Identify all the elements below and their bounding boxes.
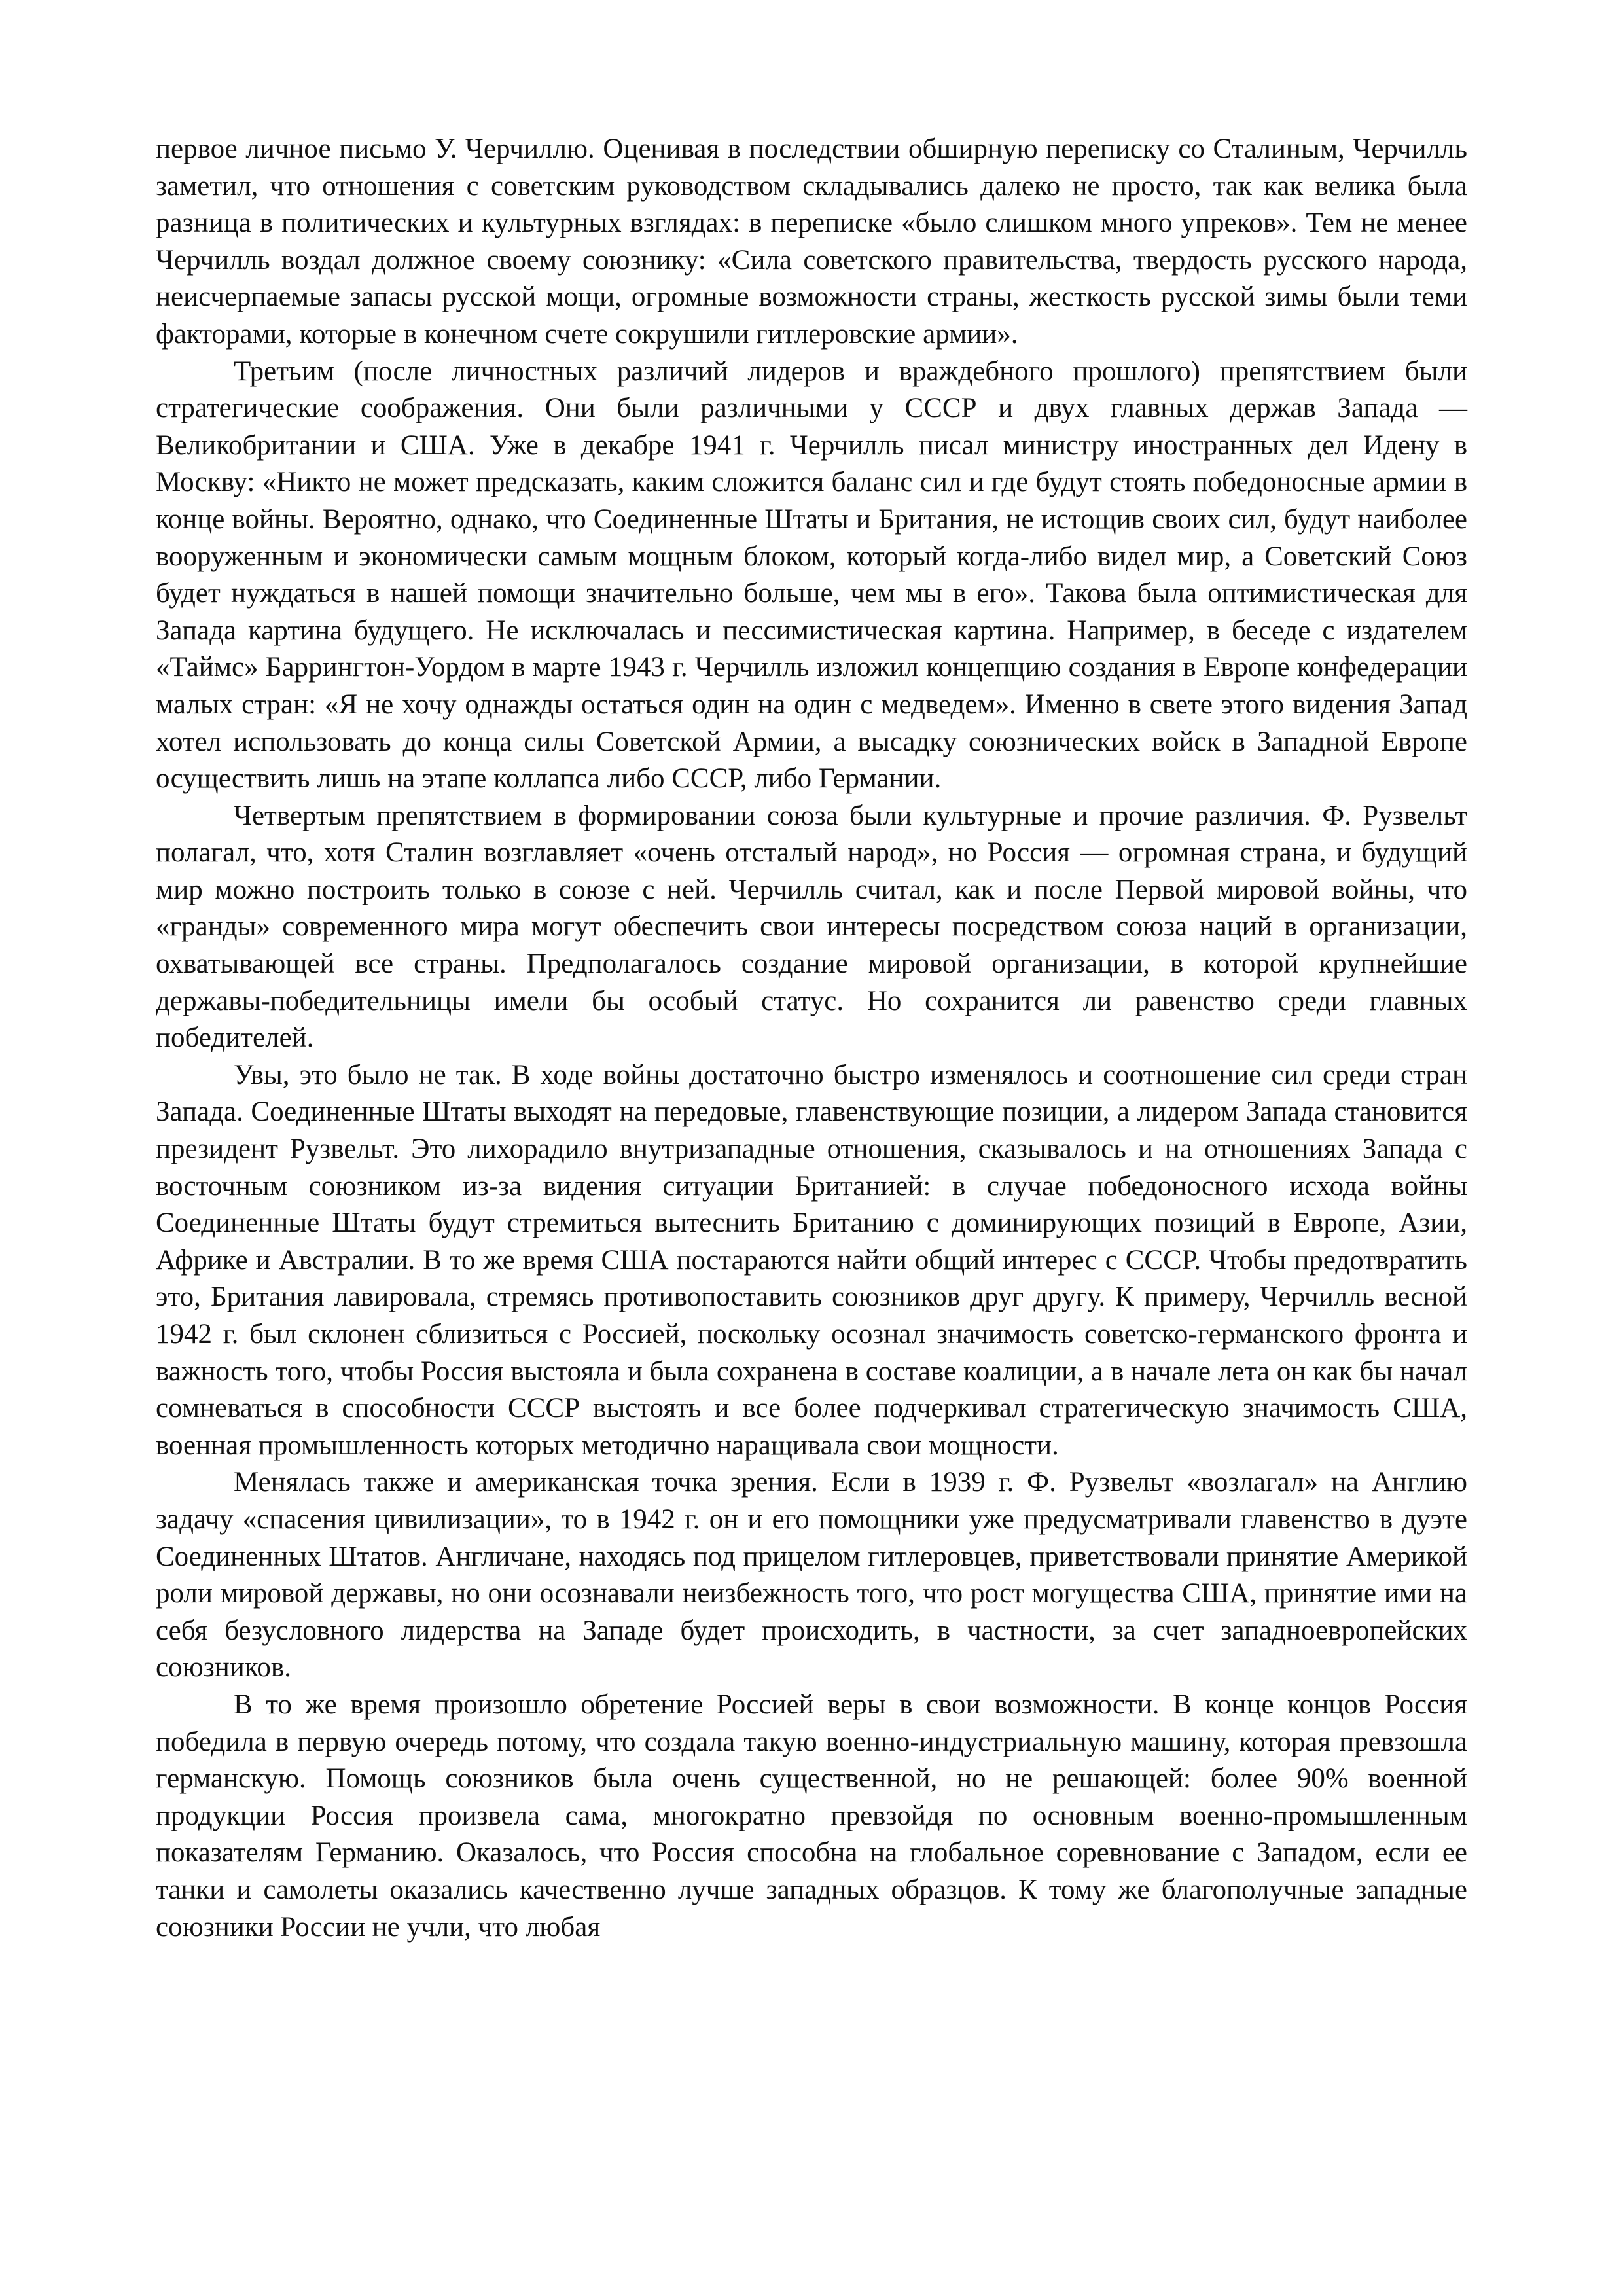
- paragraph-6: В то же время произошло обретение Россией веры в свои возможности. В конце концов Россия победила в первую очередь потому, что создала такую военно-индустриальную машину, которая превзошла германскую. Помощь союзников была очень существенной, но не решающей: более 90% военной продукции Россия произвела сама, многократно превзойдя по основным военно-промышленным показателям Германию. Оказалось, что Россия способна на глобальное соревнование с Западом, если ее танки и самолеты оказались качественно лучше западных образцов. К тому же благополучные западные союзники России не учли, что любая: [156, 1689, 1467, 1943]
- paragraph-2: Третьим (после личностных различий лидеров и враждебного прошлого) препятствием были стратегические соображения. Они были различными у СССР и двух главных держав Запада — Великобритании и США. Уже в декабре 1941 г. Черчилль писал министру иностранных дел Идену в Москву: «Никто не может предсказать, каким сложится баланс сил и где будут стоять победоносные армии в конце войны. Вероятно, однако, что Соединенные Штаты и Британия, не истощив своих сил, будут наиболее вооруженным и экономически самым мощным блоком, который когда-либо видел мир, а Советский Союз будет нуждаться в нашей помощи значительно больше, чем мы в его». Такова была оптимистическая для Запада картина будущего. Не исключалась и пессимистическая картина. Например, в беседе с издателем «Таймс» Баррингтон-Уордом в марте 1943 г. Черчилль изложил концепцию создания в Европе конфедерации малых стран: «Я не хочу однажды остаться один на один с медведем». Именно в свете этого видения Запад хотел использовать до конца силы Советской Армии, а высадку союзнических войск в Западной Европе осуществить лишь на этапе коллапса либо СССР, либо Германии.: [156, 355, 1467, 795]
- paragraph-3: Четвертым препятствием в формировании союза были культурные и прочие различия. Ф. Рузвельт полагал, что, хотя Сталин возглавляет «очень отсталый народ», но Россия — огромная страна, и будущий мир можно построить только в союзе с ней. Черчилль считал, как и после Первой мировой войны, что «гранды» современного мира могут обеспечить свои интересы посредством союза наций в организации, охватывающей все страны. Предполагалось создание мировой организации, в которой крупнейшие державы-победительницы имели бы особый статус. Но сохранится ли равенство среди главных победителей.: [156, 800, 1467, 1054]
- paragraph-1: первое личное письмо У. Черчиллю. Оценивая в последствии обширную переписку со Сталиным, Черчилль заметил, что отношения с советским руководством складывались далеко не просто, так как велика была разница в политических и культурных взглядах: в переписке «было слишком много упреков». Тем не менее Черчилль воздал должное своему союзнику: «Сила советского правительства, твердость русского народа, неисчерпаемые запасы русской мощи, огромные возможности страны, жесткость русской зимы были теми факторами, которые в конечном счете сокрушили гитлеровские армии».: [156, 134, 1467, 350]
- paragraph-4: Увы, это было не так. В ходе войны достаточно быстро изменялось и соотношение сил среди стран Запада. Соединенные Штаты выходят на передовые, главенствующие позиции, а лидером Запада становится президент Рузвельт. Это лихорадило внутризападные отношения, сказывалось и на отношениях Запада с восточным союзником из-за видения ситуации Британией: в случае победоносного исхода войны Соединенные Штаты будут стремиться вытеснить Британию с доминирующих позиций в Европе, Азии, Африке и Австралии. В то же время США постараются найти общий интерес с СССР. Чтобы предотвратить это, Британия лавировала, стремясь противопоставить союзников друг другу. К примеру, Черчилль весной 1942 г. был склонен сблизиться с Россией, поскольку осознал значимость советско-германского фронта и важность того, чтобы Россия выстояла и была сохранена в составе коалиции, а в начале лета он как бы начал сомневаться в способности СССР выстоять и все более подчеркивал стратегическую значимость США, военная промышленность которых методично наращивала свои мощности.: [156, 1059, 1467, 1461]
- document-page: [156, 131, 1467, 1946]
- paragraph-5: Менялась также и американская точка зрения. Если в 1939 г. Ф. Рузвельт «возлагал» на Англию задачу «спасения цивилизации», то в 1942 г. он и его помощники уже предусматривали главенство в дуэте Соединенных Штатов. Англичане, находясь под прицелом гитлеровцев, приветствовали принятие Америкой роли мировой державы, но они осознавали неизбежность того, что рост могущества США, принятие ими на себя безусловного лидерства на Западе будет происходить, в частности, за счет западноевропейских союзников.: [156, 1467, 1467, 1683]
